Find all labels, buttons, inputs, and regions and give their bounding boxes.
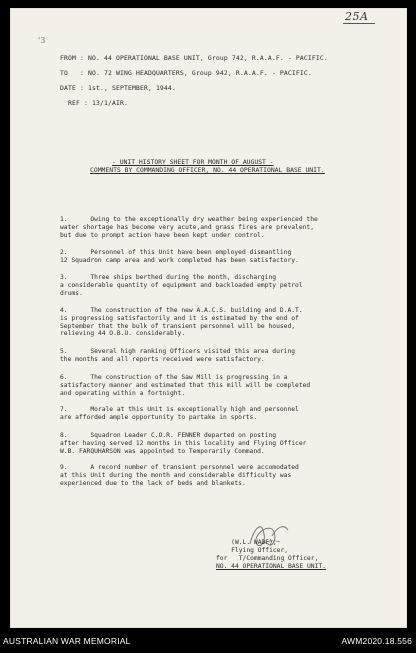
reference-number: 25A bbox=[345, 10, 368, 23]
header-from: FROM : NO. 44 OPERATIONAL BASE UNIT, Group 742, R.A.A.F. - PACIFIC. bbox=[60, 54, 328, 62]
footer-credit: AUSTRALIAN WAR MEMORIAL bbox=[3, 636, 131, 646]
signature-unit: NO. 44 OPERATIONAL BASE UNIT. bbox=[216, 563, 326, 570]
title-line-2: COMMENTS BY COMMANDING OFFICER, NO. 44 OPERATIONAL BASE UNIT. bbox=[90, 166, 325, 174]
paragraph-line: satisfactory manner and estimated that this mill will be completed bbox=[60, 381, 311, 389]
paragraph-line: experienced due to the lack of beds and blankets. bbox=[60, 479, 246, 487]
paragraph-line: 7. Morale at this Unit is exceptionally high and personnel bbox=[60, 406, 299, 413]
paragraph-line: September that the bulk of transient personnel will be housed, bbox=[60, 322, 296, 330]
paragraph-line: at this Unit during the month and considerable difficulty was bbox=[60, 471, 292, 479]
paragraph-line: drums. bbox=[60, 289, 83, 297]
paragraph-line: 3. Three ships berthed during the month, discharging bbox=[60, 274, 277, 281]
paragraph-line: 4. The construction of the new A.A.C.S. building and D.A.T. bbox=[60, 307, 303, 314]
title-line-1: - UNIT HISTORY SHEET FOR MONTH OF AUGUST - bbox=[112, 158, 274, 166]
signature-name: (W.L. WADE), bbox=[216, 539, 277, 546]
signature-rank: Flying Officer, bbox=[216, 547, 289, 554]
signature-role: for T/Commanding Officer, bbox=[216, 555, 319, 562]
header-to: TO : NO. 72 WING HEADQUARTERS, Group 942, R.A.A.F. - PACIFIC. bbox=[60, 69, 312, 77]
document-page bbox=[10, 8, 407, 628]
paragraph-line: 8. Squadron Leader C.O.R. FENNER departed on posting bbox=[60, 432, 277, 439]
paragraph-line: 2. Personnel of this Unit have been employed dismantling bbox=[60, 249, 292, 256]
paragraph-line: 6. The construction of the Saw Mill is progressing in a bbox=[60, 374, 288, 381]
paragraph-line: 1. Owing to the exceptionally dry weather being experienced the bbox=[60, 216, 318, 223]
paragraph-line: but due to prompt action have been kept under control. bbox=[60, 231, 265, 239]
paragraph-line: is progressing satisfactorily and it is estimated by the end of bbox=[60, 314, 299, 322]
paragraph-line: and operating within a fortnight. bbox=[60, 389, 186, 397]
corner-mark: '3 bbox=[38, 36, 46, 45]
paragraph-line: are afforded ample opportunity to partake in sports. bbox=[60, 413, 258, 421]
paragraph-line: after having served 12 months in this locality and Flying Officer bbox=[60, 439, 307, 447]
paragraph-line: a considerable quantity of equipment and backloaded empty petrol bbox=[60, 281, 303, 289]
footer-accession: AWM2020.18.556 bbox=[341, 636, 412, 646]
paragraph-line: W.B. FARQUHARSON was appointed to Temporarily Command. bbox=[60, 447, 265, 455]
paragraph-line: water shortage has become very acute,and grass fires are prevalent, bbox=[60, 223, 315, 231]
paragraph-line: the months and all reports received were satisfactory. bbox=[60, 355, 265, 363]
header-ref: REF : 13/1/AIR. bbox=[68, 99, 128, 107]
header-date: DATE : 1st., SEPTEMBER, 1944. bbox=[60, 84, 176, 92]
paragraph-line: relieving 44 O.B.U. considerably. bbox=[60, 330, 186, 338]
paragraph-line: 5. Several high ranking Officers visited this area during bbox=[60, 348, 296, 355]
paragraph-line: 9. A record number of transient personnel were accomodated bbox=[60, 464, 299, 471]
paragraph-line: 12 Squadron camp area and work completed has been satisfactory. bbox=[60, 256, 299, 264]
